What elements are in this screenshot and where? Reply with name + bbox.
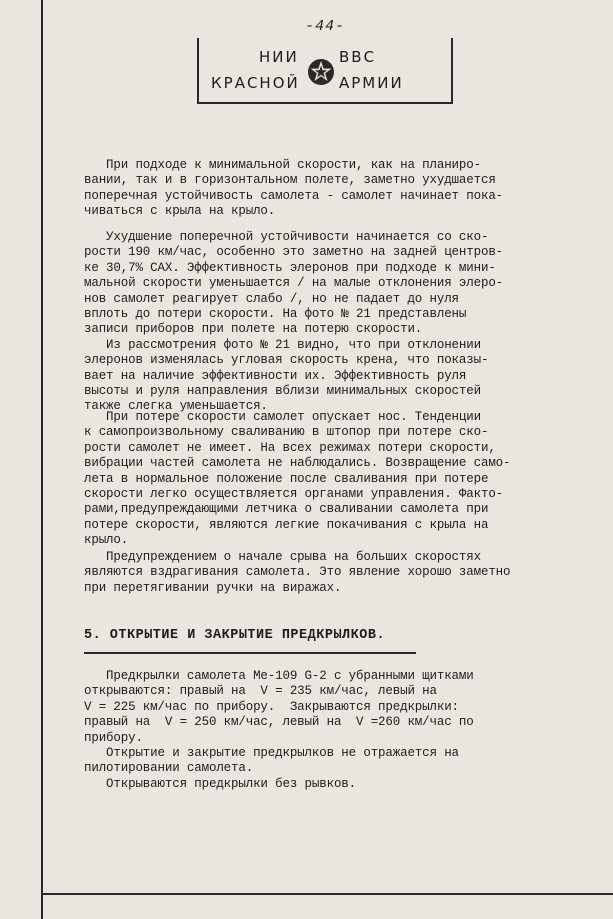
left-margin-rule [41, 0, 43, 919]
paragraph-stability: При подходе к минимальной скорости, как на планиро- вании, так и в горизонтальном полете, заметно ухудшается поперечная устойчивость самолета - самолет начинает пока- чиваться с крыла на крыло. [84, 158, 504, 219]
header-vvs: ВВС [339, 48, 377, 66]
header-armii: АРМИИ [339, 74, 404, 92]
header-krasnoy: КРАСНОЙ [211, 74, 300, 92]
header-nii: НИИ [259, 48, 299, 66]
institute-header [197, 38, 453, 104]
paragraph-speed-loss: При потере скорости самолет опускает нос. Тенденции к самопроизвольному сваливанию в штопор при потере ско- рости самолет не имеет. На всех режимах потери скорости, вибрации частей самолета не наблюдались. Возвращение само- лета в нормальное положение после сваливания при потере скорости легко осуществляется органами управления. Факто- рами,предупреждающими летчика о сваливании самолета при потере скорости, являются легкие покачивания с крыла на крыло. [84, 410, 511, 548]
star-emblem-icon [306, 57, 336, 87]
page-number: -44- [305, 18, 346, 35]
paragraph-slats: Предкрылки самолета Ме-109 G-2 с убранными щитками открываются: правый на V = 235 км/час, левый на V = 225 км/час по прибору. Закрываются предкрылки: правый на V = 250 км/час, левый на V =260 км/час по прибору. Открытие и закрытие предкрылков не отражается на пилотировании самолета. Открываются предкрылки без рывков. [84, 669, 474, 791]
paragraph-stall-warning: Предупреждением о начале срыва на больших скоростях являются вздрагивания самолета. Это явление хорошо заметно при перетягивании ручки на виражах. [84, 550, 511, 595]
bottom-rule [41, 893, 613, 895]
section-title-underline [84, 652, 416, 654]
section-title-slats: 5. ОТКРЫТИЕ И ЗАКРЫТИЕ ПРЕДКРЫЛКОВ. [84, 628, 386, 643]
paragraph-lateral-stability: Ухудшение поперечной устойчивости начинается со ско- рости 190 км/час, особенно это заметно на задней центров- ке 30,7% САХ. Эффективность элеронов при подходе к мини- мальной скорости уменьшается / на малые отклонения элеро- нов самолет реагирует слабо /, но не падает до нуля вплоть до потери скорости. На фото № 21 представлены записи приборов при полете на потерю скорости. Из рассмотрения фото № 21 видно, что при отклонении элеронов изменялась угловая скорость крена, что показы- вает на наличие эффективности их. Эффективность руля высоты и руля направления вблизи минимальных скоростей также слегка уменьшается. [84, 230, 504, 414]
